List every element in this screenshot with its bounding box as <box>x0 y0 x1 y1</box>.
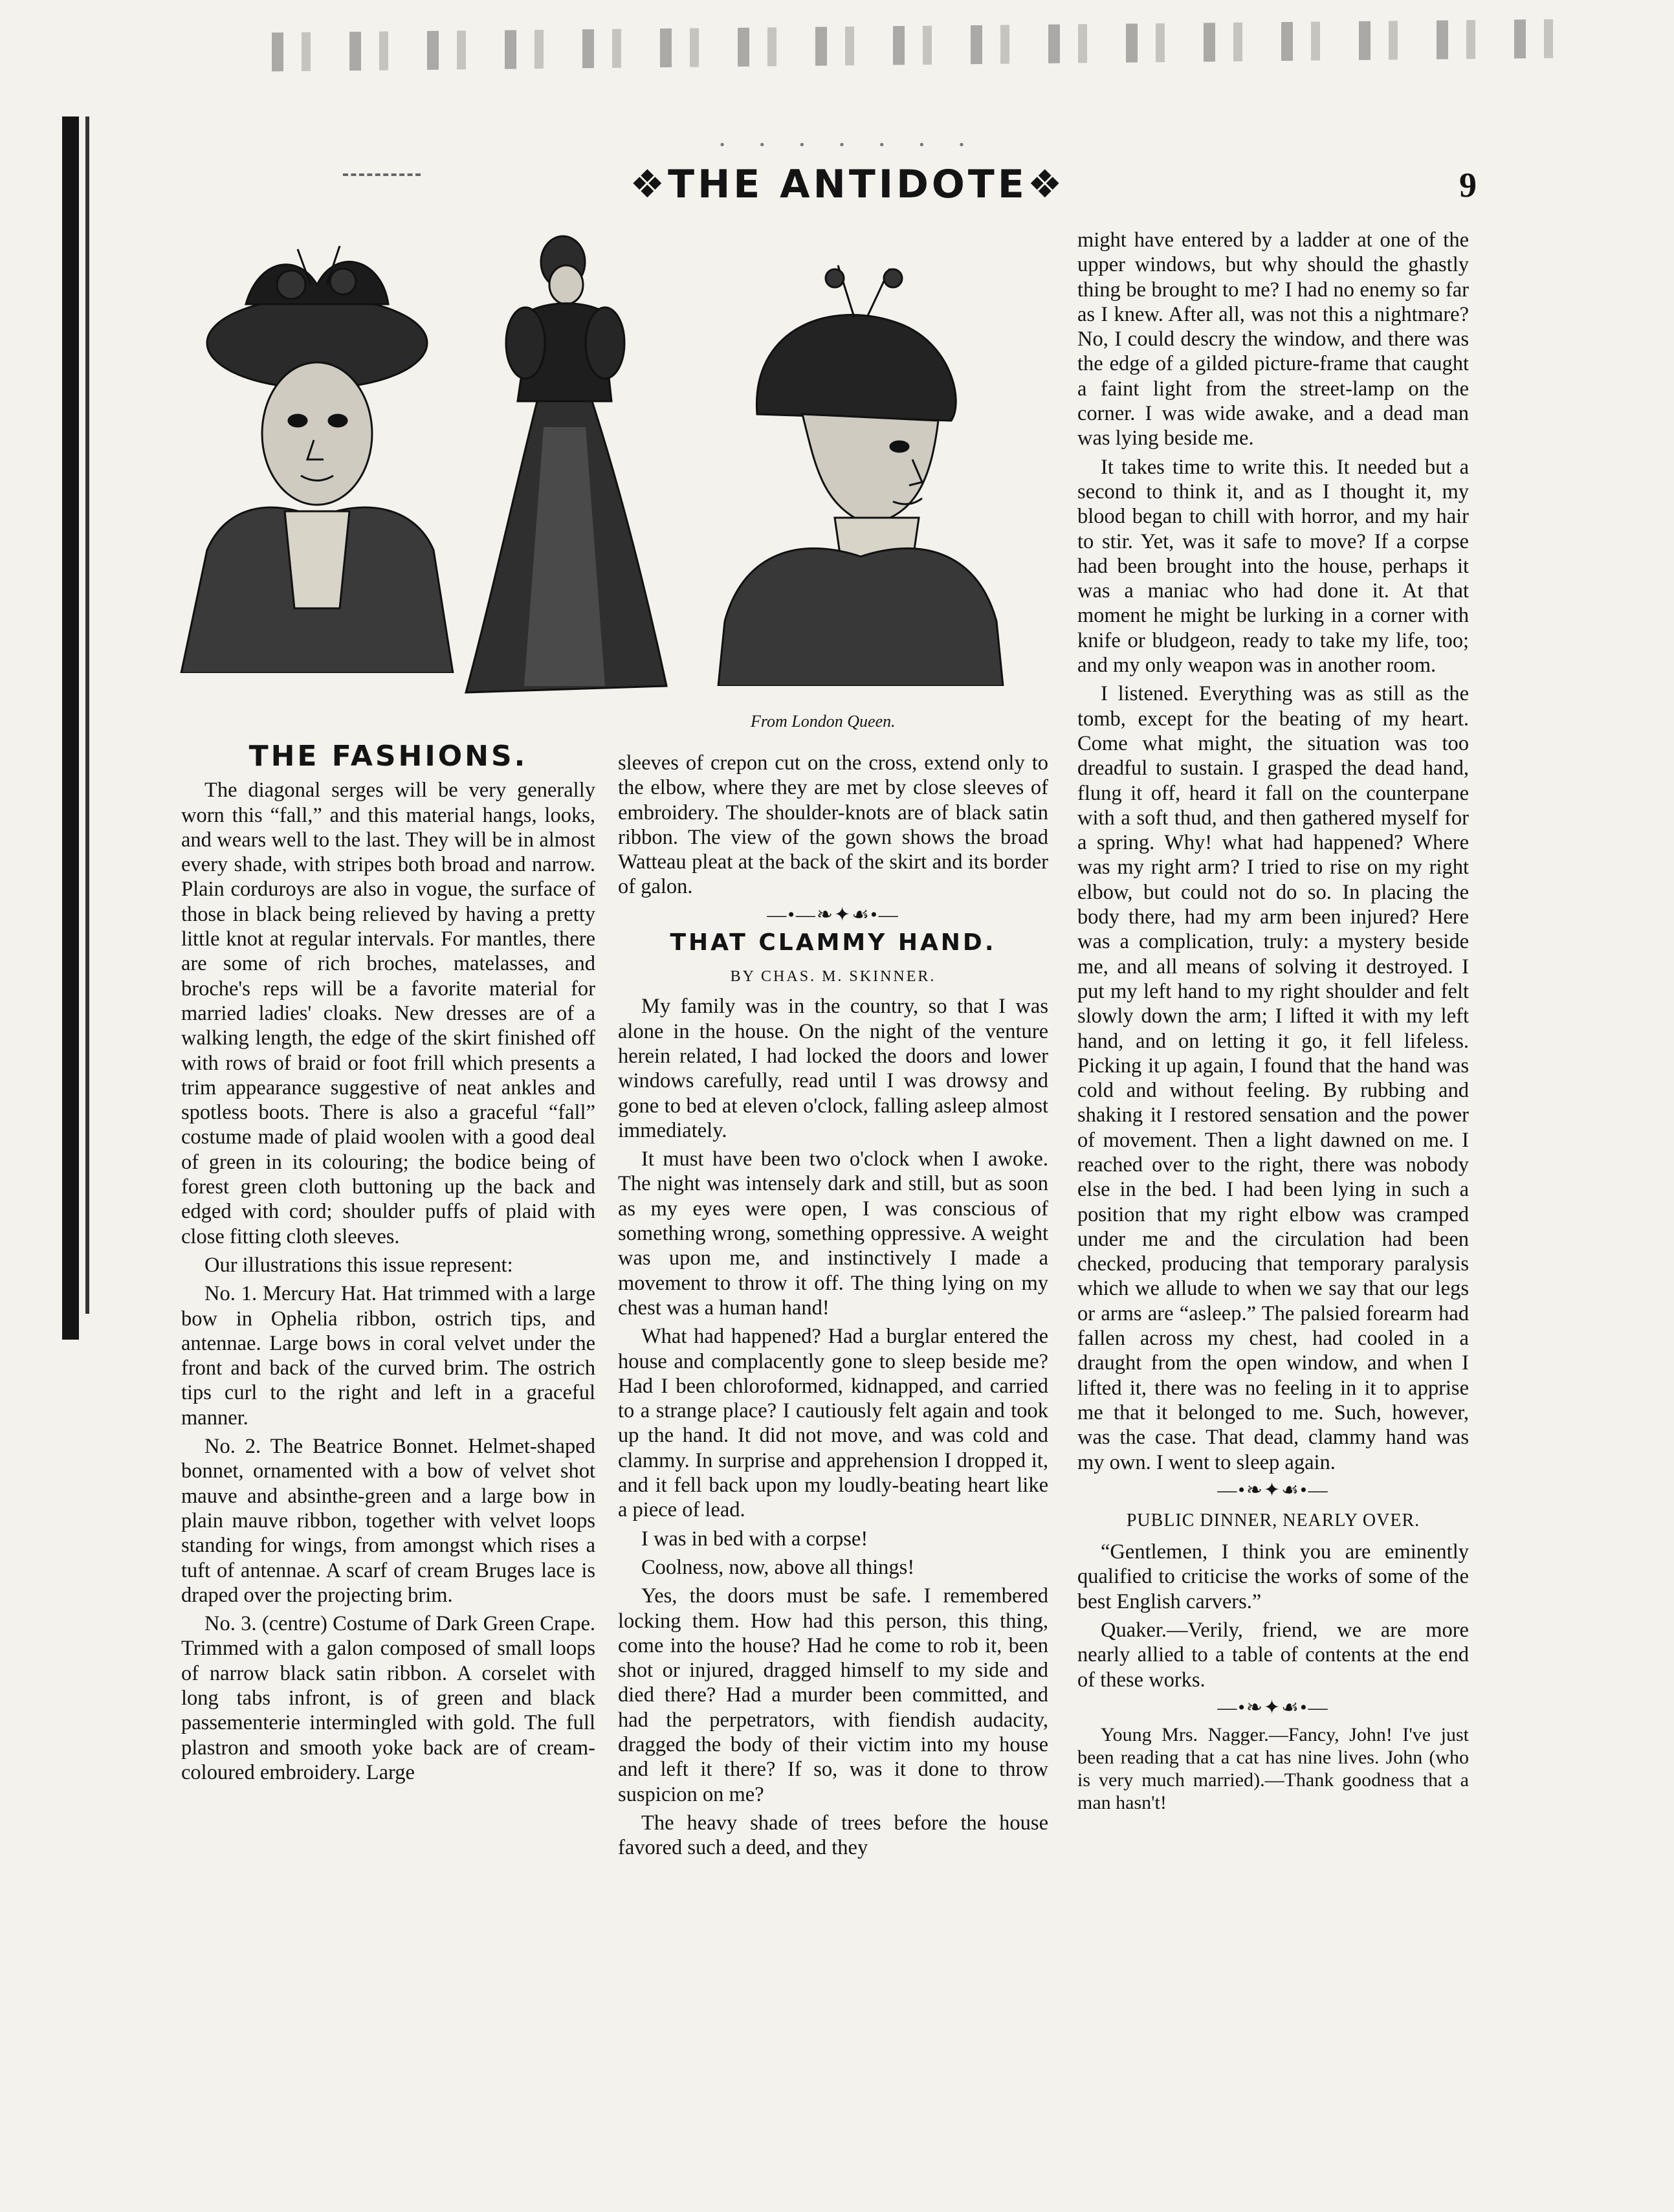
story-paragraph: My family was in the country, so that I was alone in the house. On the night of the venture herein related, I had locked the doors and lower windows carefully, read until I was drowsy and gone to bed at eleven o'clock, falling asleep almost immediately. <box>618 995 1048 1142</box>
story-heading: THAT CLAMMY HAND. <box>670 929 997 956</box>
column-1 <box>181 740 595 1785</box>
fashion-illustration-hat <box>168 246 466 673</box>
page-number: 9 <box>1459 166 1477 205</box>
left-margin-rule-thin <box>85 116 89 1314</box>
anecdote-paragraph: Quaker.—Verily, friend, we are more nearly allied to a table of contents at the end of these works. <box>1077 1619 1469 1692</box>
anecdote-paragraph: “Gentlemen, I think you are eminently qualified to criticise the works of some of the best English carvers.” <box>1077 1540 1469 1613</box>
story-paragraph: The heavy shade of trees before the house favored such a deed, and they <box>618 1811 1048 1860</box>
bleed-through-text: · · · · · · · <box>717 129 978 160</box>
bleed-through-dash <box>343 173 421 176</box>
fashion-illustration-bonnet <box>705 259 1016 686</box>
story-paragraph: I listened. Everything was as still as the tomb, except for the beating of my heart. Come what might, the situation was too dreadful to sustain. I grasped the dead hand, flung it off, heard it fall on the counterpane with a soft thud, and then gathered myself for a spring. Why! what had happened? Where was my right arm? I tried to rise on my right elbow, but could not do so. In placing the body there, had my arm been injured? Here was a complication, truly: a mystery beside me, and all means of solving it destroyed. I put my left hand to my right shoulder and felt slowly down the arm; I lifted it with my left hand, and on letting it go, it fell lifeless. Picking it up again, I found that the hand was cold and without feeling. By rubbing and shaking it I restored sensation and the power of movement. Then a light dawned on me. I reached over to the right, there was nobody else in the bed. I had been lying in such a position that my right elbow was cramped under me and the circulation had been checked, producing that temporary paralysis which we allude to when we say that our legs or arms are “asleep.” The palsied forearm had fallen across my chest, had cooled in a draught from the open window, and when I lifted it, there was no feeling in it to apprise me that it belonged to me. Such, however, was the case. That dead, clammy hand was my own. I went to sleep again. <box>1077 682 1469 1474</box>
left-margin-rule <box>62 116 79 1340</box>
story-paragraph: Coolness, now, above all things! <box>641 1555 915 1579</box>
top-scan-noise <box>272 19 1559 72</box>
fashions-paragraph: The diagonal serges will be very generally worn this “fall,” and this material hangs, looks, and wears well to the last. They will be in almost every shade, with stripes both broad and narrow. Plain corduroys are also in vogue, the surface of those in black being relieved by having a pretty little knot at regular intervals. For mantles, there are some of rich broches, matelasses, and broche's reps will be a favorite material for married ladies' cloaks. New dresses are of a walking length, the edge of the skirt finished off with rows of braid or foot frill which presents a trim appearance suggestive of neat ankles and spotless boots. There is also a graceful “fall” costume made of plaid woolen with a good deal of green in its colouring; the bodice being of forest green cloth buttoning up the back and edged with cord; shoulder puffs of plaid with close fitting cloth sleeves. <box>181 779 595 1248</box>
column-3 <box>1077 228 1469 1814</box>
story-paragraph: might have entered by a ladder at one of the upper windows, but why should the ghastly thing be brought to me? I had no enemy so far as I knew. After all, was not this a nightmare? No, I could descry the window, and there was the edge of a gilded picture-frame that caught a faint light from the street-lamp on the corner. I was wide awake, and a dead man was lying beside me. <box>1077 228 1469 450</box>
ornament-divider: —•—❧✦☙•— <box>767 903 899 925</box>
anecdote-paragraph: Young Mrs. Nagger.—Fancy, John! I've just been reading that a cat has nine lives. John (who is very much married).—Thank goodness that a man hasn't! <box>1077 1723 1469 1813</box>
story-byline: BY CHAS. M. SKINNER. <box>730 968 936 986</box>
column-2 <box>618 751 1048 1860</box>
ornament-divider: —•❧✦☙•— <box>1217 1696 1329 1718</box>
figure-caption: From London Queen. <box>751 712 896 731</box>
fashions-paragraph: No. 1. Mercury Hat. Hat trimmed with a large bow in Ophelia ribbon, ostrich tips, and antennae. Large bows in coral velvet under the front and back of the curved brim. The ostrich tips curl to the right and left in a graceful manner. <box>181 1282 595 1430</box>
fashion-illustration-costume <box>453 233 673 699</box>
story-paragraph: It must have been two o'clock when I awoke. The night was intensely dark and still, but as soon as my eyes were open, I was conscious of something wrong, something oppressive. A weight was upon me, and instinctively I made a movement to throw it off. The thing lying on my chest was a human hand! <box>618 1147 1048 1320</box>
fashions-heading: THE FASHIONS. <box>248 740 528 773</box>
masthead: ❖THE ANTIDOTE❖ <box>630 162 1066 207</box>
story-paragraph: Yes, the doors must be safe. I remembered locking them. How had this person, this thing, come into the house? Had he come to rob it, been shot or injured, dragged himself to my side and died there? Had a murder been committed, and had the perpetrators, with fiendish audacity, dragged the body of their victim into my house and left it there? If so, was it done to throw suspicion on me? <box>618 1584 1048 1806</box>
public-dinner-heading: PUBLIC DINNER, NEARLY OVER. <box>1126 1510 1420 1531</box>
story-paragraph: What had happened? Had a burglar entered the house and complacently gone to sleep beside me? Had I been chloroformed, kidnapped, and carried to a strange place? I cautiously felt again and took up the hand. It did not move, and was cold and clammy. In surprise and apprehension I dropped it, and it fell back upon my loudly-beating heart like a piece of lead. <box>618 1325 1048 1522</box>
fashions-paragraph: Our illustrations this issue represent: <box>204 1253 513 1277</box>
fashions-paragraph: No. 2. The Beatrice Bonnet. Helmet-shaped bonnet, ornamented with a bow of velvet shot mauve and absinthe-green and a large bow in plain mauve ribbon, together with velvet loops standing for wings, from amongst which rises a tuft of antennae. A scarf of cream Bruges lace is draped over the projecting brim. <box>181 1435 595 1607</box>
fashions-continued-paragraph: sleeves of crepon cut on the cross, extend only to the elbow, where they are met by close sleeves of embroidery. The shoulder-knots are of black satin ribbon. The view of the gown shows the broad Watteau pleat at the back of the skirt and its border of galon. <box>618 751 1048 899</box>
story-paragraph: It takes time to write this. It needed but a second to think it, and as I thought it, my blood began to chill with horror, and my hair to stir. Yet, was it safe to move? If a corpse had been brought into the house, perhaps it was a maniac who had done it. At that moment he might be lurking in a corner with knife or bludgeon, ready to take my life, too; and my only weapon was in another room. <box>1077 455 1469 678</box>
story-paragraph: I was in bed with a corpse! <box>641 1527 868 1551</box>
ornament-divider: —•❧✦☙•— <box>1217 1479 1329 1501</box>
fashions-paragraph: No. 3. (centre) Costume of Dark Green Crape. Trimmed with a galon composed of small loops of narrow black satin ribbon. A corselet with long tabs infront, is of green and black passementerie intermingled with gold. The full plastron and smooth yoke back are of cream-coloured embroidery. Large <box>181 1612 595 1784</box>
